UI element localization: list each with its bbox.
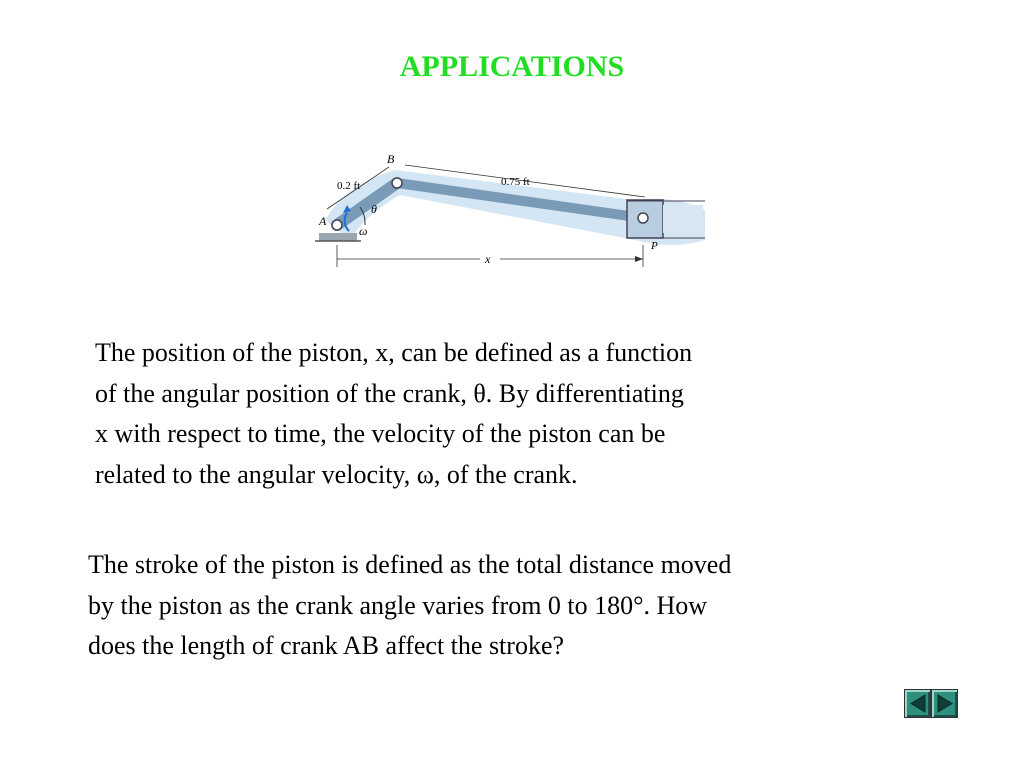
previous-slide-button[interactable] [904, 689, 931, 718]
label-p: P [651, 240, 658, 252]
paragraph-line: The stroke of the piston is defined as the total distance moved [88, 550, 732, 579]
label-omega: ω [359, 224, 368, 238]
pin-a [332, 220, 342, 230]
pin-b [392, 178, 402, 188]
next-slide-button[interactable] [931, 689, 958, 718]
triangle-right-icon [935, 693, 955, 714]
pin-p [638, 213, 648, 223]
cylinder [663, 205, 703, 233]
label-rod-length: 0.75 ft [501, 176, 530, 188]
slider-crank-diagram [305, 145, 710, 275]
label-b: B [387, 152, 395, 166]
triangle-left-icon [908, 693, 928, 714]
paragraph-piston-stroke [88, 545, 731, 667]
slide-title: APPLICATIONS [399, 50, 625, 83]
slider-crank-figure [305, 145, 710, 275]
slide-navigation [904, 689, 958, 718]
paragraph-line: of the angular position of the crank, θ. By differentiating [95, 378, 684, 408]
x-arrowhead [635, 256, 643, 262]
label-x: x [485, 252, 491, 266]
paragraph-line: related to the angular velocity, ω, of the crank. [95, 459, 578, 489]
paragraph-line: by the piston as the crank angle varies from 0 to 180°. How [88, 590, 708, 620]
label-theta: θ [371, 202, 377, 216]
paragraph-piston-position [95, 333, 692, 495]
paragraph-line: The position of the piston, x, can be defined as a function [95, 338, 693, 367]
label-a: A [319, 214, 327, 228]
paragraph-line: does the length of crank AB affect the stroke? [88, 631, 565, 660]
paragraph-line: x with respect to time, the velocity of the piston can be [95, 419, 666, 448]
ground-support-a [319, 233, 357, 241]
label-crank-length: 0.2 ft [337, 180, 361, 192]
